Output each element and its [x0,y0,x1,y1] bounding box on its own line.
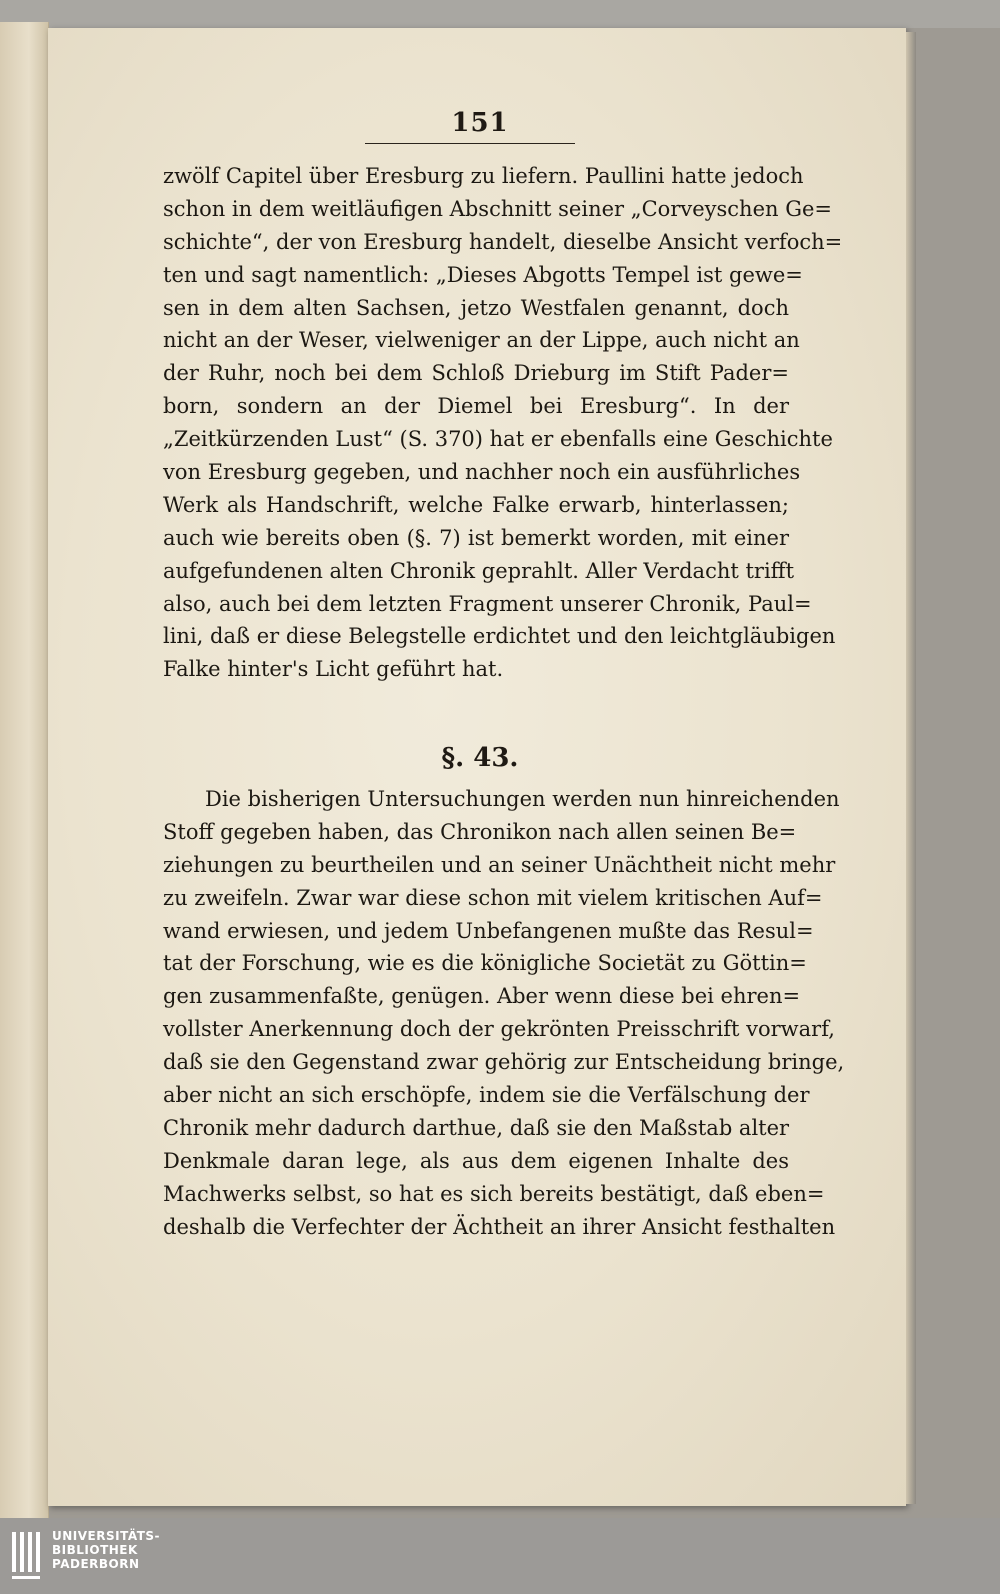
library-logo-icon [10,1528,46,1584]
text-line: nicht an der Weser, vielweniger an der Lippe, auch nicht an [163,328,800,353]
text-line: also, auch bei dem letzten Fragment unserer Chronik, Paul= [163,591,812,616]
text-line: Machwerks selbst, so hat es sich bereits bestätigt, daß eben= [163,1181,825,1206]
text-line: „Zeitkürzenden Lust“ (S. 370) hat er ebenfalls eine Geschichte [163,427,833,452]
text-line: ziehungen zu beurtheilen und an seiner Unächtheit nicht mehr [163,852,836,877]
logo-line: PADERBORN [52,1557,140,1571]
paragraph-2 [163,783,845,1243]
logo-line: UNIVERSITÄTS- [52,1529,161,1543]
scan-background [0,0,1000,28]
text-line: Die bisherigen Untersuchungen werden nun hinreichenden [205,787,840,811]
text-line: zu zweifeln. Zwar war diese schon mit vielem kritischen Auf= [163,885,823,910]
text-line: ten und sagt namentlich: „Dieses Abgotts Tempel ist gewe= [163,262,803,287]
text-line: Denkmale daran lege, als aus dem eigenen Inhalte des [163,1148,789,1173]
text-line: schichte“, der von Eresburg handelt, dieselbe Ansicht verfoch= [163,229,843,254]
page-number: 151 [451,108,509,138]
paragraph-1 [163,160,843,686]
text-line: aber nicht an sich erschöpfe, indem sie die Verfälschung der [163,1083,810,1108]
text-line: Stoff gegeben haben, das Chronikon nach allen seinen Be= [163,819,797,844]
text-line: lini, daß er diese Belegstelle erdichtet und den leichtgläubigen [163,624,836,649]
text-line: Chronik mehr dadurch darthue, daß sie den Maßstab alter [163,1115,790,1140]
header-rule [365,143,575,144]
text-line: Falke hinter's Licht geführt hat. [163,657,504,682]
text-line: vollster Anerkennung doch der gekrönten Preisschrift vorwarf, [163,1017,835,1042]
text-line: daß sie den Gegenstand zwar gehörig zur Entscheidung bringe, [163,1050,845,1075]
text-line: auch wie bereits oben (§. 7) ist bemerkt worden, mit einer [163,525,789,550]
text-line: von Eresburg gegeben, und nachher noch ein ausführliches [163,460,801,485]
text-line: tat der Forschung, wie es die königliche Societät zu Göttin= [163,951,807,976]
section-heading: §. 43. [441,743,519,773]
text-line: born, sondern an der Diemel bei Eresburg“. In der [163,394,789,419]
text-line: deshalb die Verfechter der Ächtheit an ihrer Ansicht festhalten [163,1214,836,1239]
text-line: wand erwiesen, und jedem Unbefangenen mußte das Resul= [163,918,814,943]
text-line: Werk als Handschrift, welche Falke erwarb, hinterlassen; [163,492,789,517]
text-line: schon in dem weitläufigen Abschnitt seiner „Corveyschen Ge= [163,196,833,221]
library-logo-text [52,1529,160,1571]
text-line: aufgefundenen alten Chronik geprahlt. Aller Verdacht trifft [163,558,795,583]
text-line: gen zusammenfaßte, genügen. Aber wenn diese bei ehren= [163,984,801,1009]
text-line: der Ruhr, noch bei dem Schloß Drieburg im Stift Pader= [163,361,789,386]
library-footer [0,1518,1000,1594]
logo-line: BIBLIOTHEK [52,1543,138,1557]
text-line: zwölf Capitel über Eresburg zu liefern. Paullini hatte jedoch [163,164,804,188]
text-line: sen in dem alten Sachsen, jetzo Westfalen genannt, doch [163,295,789,320]
